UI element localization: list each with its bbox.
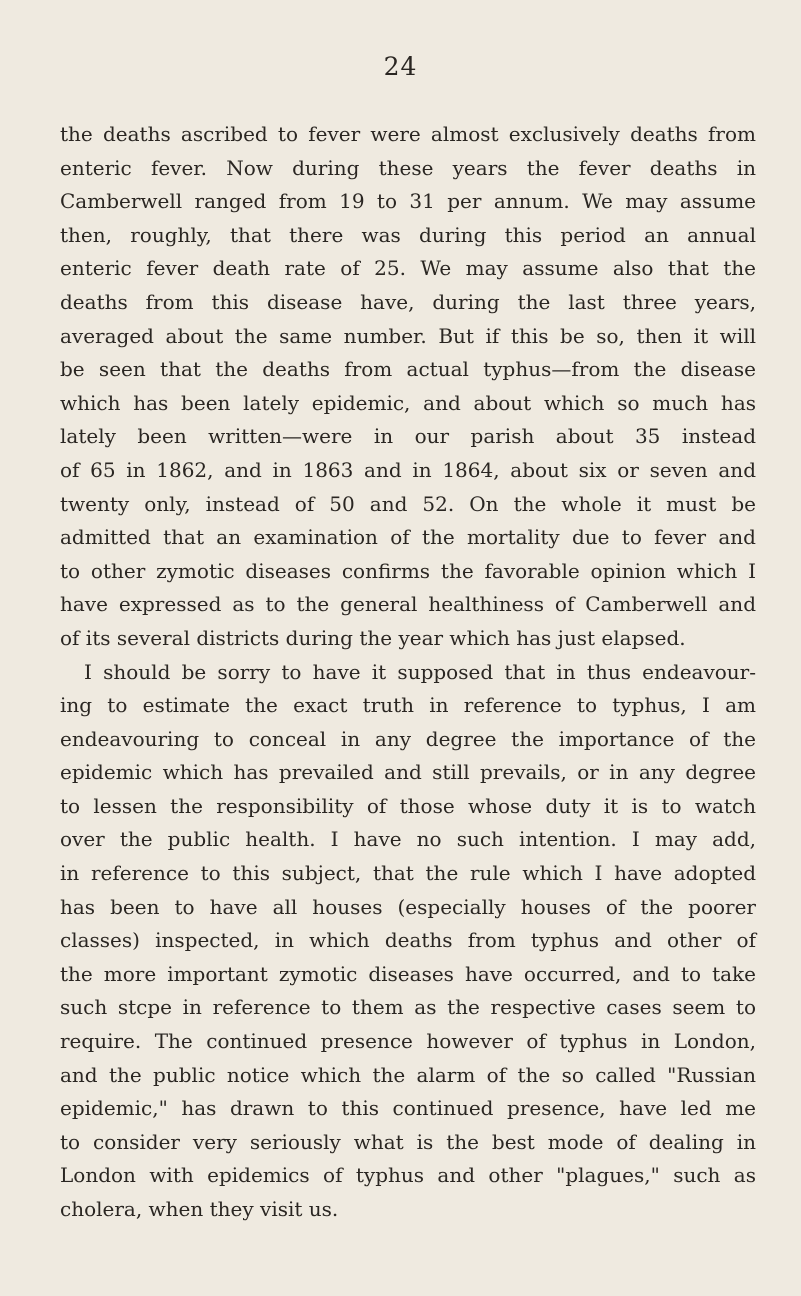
text-line: twenty only, instead of 50 and 52. On the whole it must be: [60, 491, 756, 516]
text-line: epidemic which has prevailed and still prevails, or in any degree: [60, 760, 756, 785]
paragraph-2: [60, 656, 756, 1227]
text-line: enteric fever. Now during these years the fever deaths in: [60, 155, 756, 180]
text-line: to other zymotic diseases confirms the favorable opinion which I: [60, 558, 756, 583]
text-line: over the public health. I have no such intention. I may add,: [60, 827, 756, 852]
text-line: averaged about the same number. But if this be so, then it will: [60, 323, 756, 348]
text-line: cholera, when they visit us.: [60, 1197, 339, 1221]
text-line: to lessen the responsibility of those whose duty it is to watch: [60, 793, 756, 818]
text-line: the more important zymotic diseases have occurred, and to take: [60, 961, 756, 986]
text-line: have expressed as to the general healthiness of Camberwell and: [60, 592, 756, 617]
text-line: be seen that the deaths from actual typhus—from the disease: [60, 357, 756, 382]
text-line: classes) inspected, in which deaths from typhus and other of: [60, 928, 756, 953]
text-line: enteric fever death rate of 25. We may assume also that the: [60, 256, 756, 281]
body-text: [60, 118, 756, 1227]
text-line: lately been written—were in our parish about 35 instead: [60, 424, 756, 449]
text-line: in reference to this subject, that the rule which I have adopted: [60, 861, 756, 886]
text-line: of 65 in 1862, and in 1863 and in 1864, about six or seven and: [60, 457, 756, 482]
text-line: ing to estimate the exact truth in reference to typhus, I am: [60, 693, 756, 718]
text-line: Camberwell ranged from 19 to 31 per annum. We may assume: [60, 189, 756, 214]
text-line: deaths from this disease have, during the last three years,: [60, 289, 756, 314]
text-line: require. The continued presence however of typhus in London,: [60, 1029, 756, 1054]
text-line: I should be sorry to have it supposed that in thus endeavour-: [84, 659, 756, 684]
text-line: and the public notice which the alarm of the so called "Russian: [60, 1062, 756, 1087]
text-line: the deaths ascribed to fever were almost exclusively deaths from: [60, 122, 756, 146]
text-line: to consider very seriously what is the best mode of dealing in: [60, 1129, 756, 1154]
text-line: endeavouring to conceal in any degree the importance of the: [60, 726, 756, 751]
page-number: 24: [383, 52, 418, 81]
text-line: London with epidemics of typhus and other "plagues," such as: [60, 1163, 756, 1188]
text-line: admitted that an examination of the mortality due to fever and: [60, 525, 756, 550]
text-line: of its several districts during the year which has just elapsed.: [60, 625, 686, 650]
text-line: has been to have all houses (especially houses of the poorer: [60, 894, 756, 919]
text-line: then, roughly, that there was during this period an annual: [60, 222, 756, 247]
text-line: which has been lately epidemic, and about which so much has: [60, 390, 756, 415]
text-line: epidemic," has drawn to this continued presence, have led me: [60, 1096, 756, 1121]
text-line: such stcpe in reference to them as the respective cases seem to: [60, 995, 756, 1020]
paragraph-1: [60, 118, 756, 656]
